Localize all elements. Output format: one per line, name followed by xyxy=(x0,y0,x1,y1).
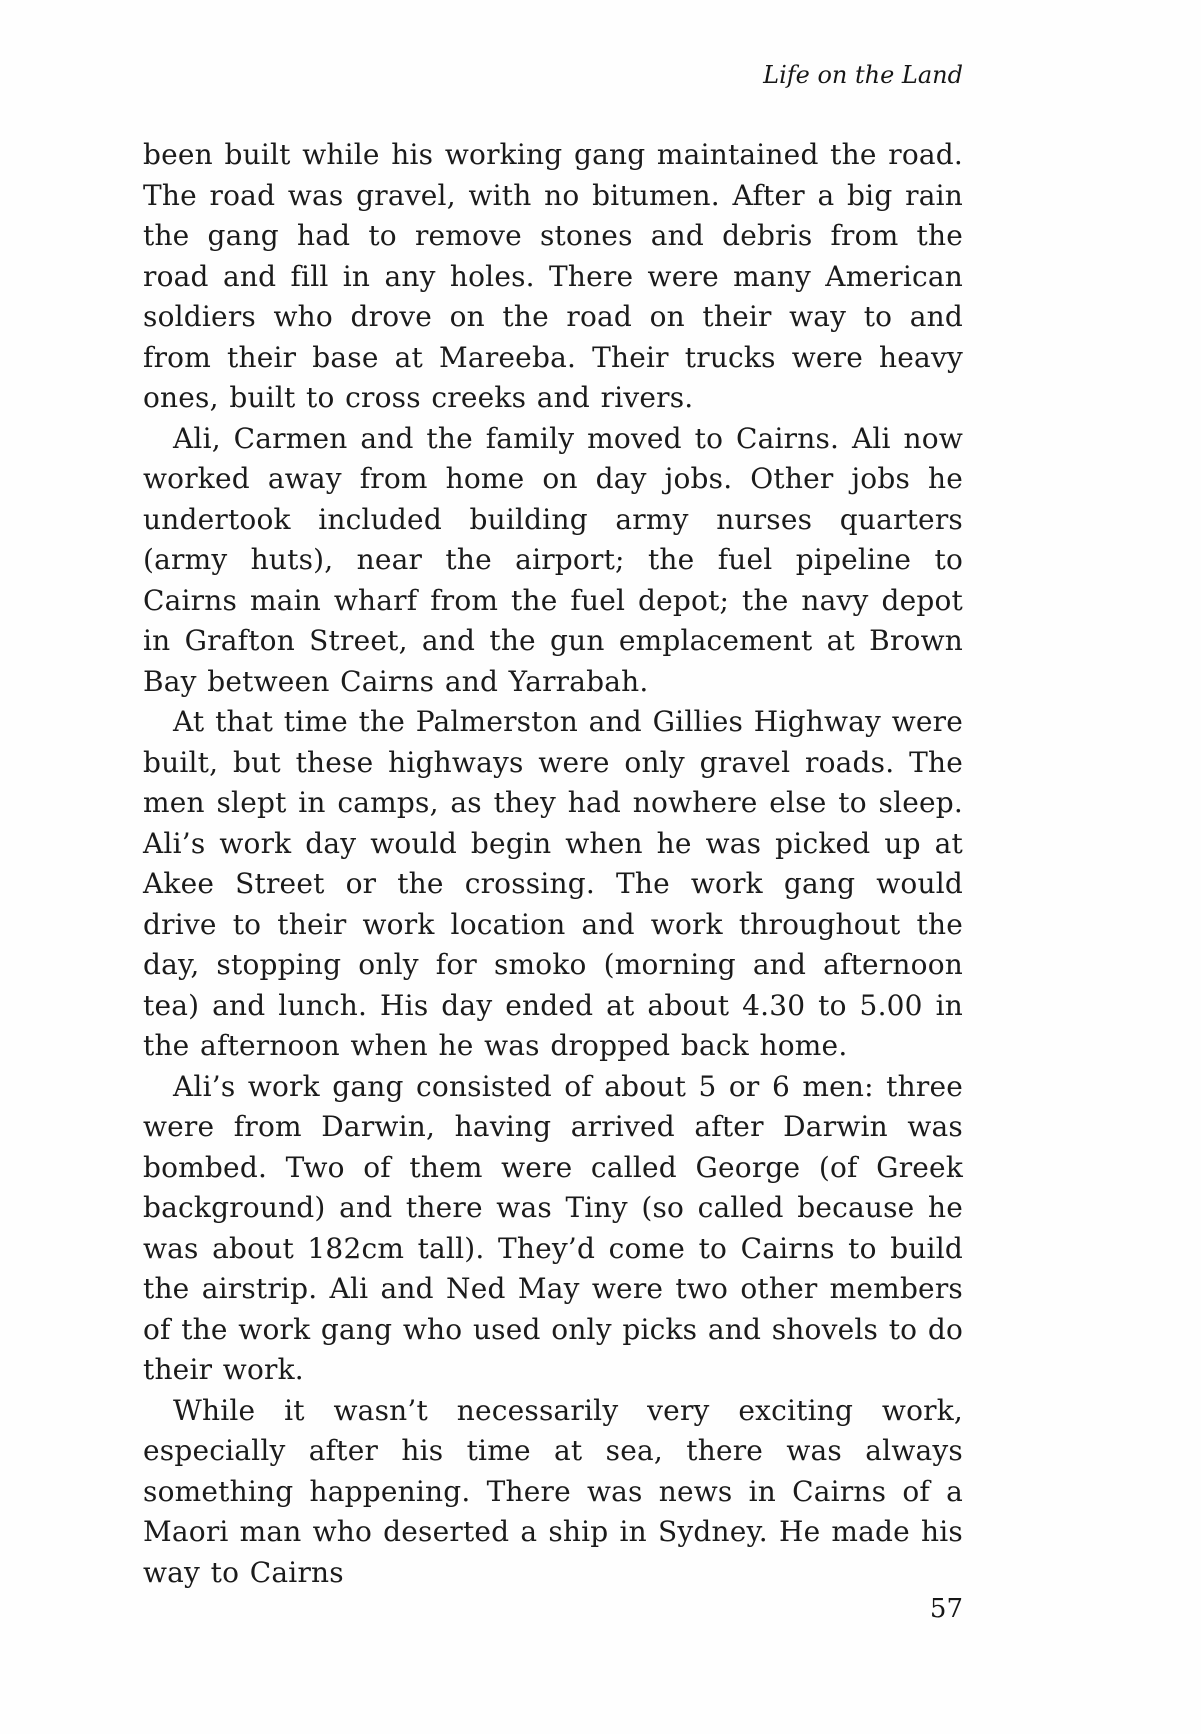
page-number: 57 xyxy=(929,1594,963,1624)
body-paragraph: Ali, Carmen and the family moved to Cairns. Ali now worked away from home on day jobs. Other jobs he undertook included building army nurses quarters (army huts), near the airport; the fuel pipeline to Cairns main wharf from the fuel depot; the navy depot in Grafton Street, and the gun emplacement at Brown Bay between Cairns and Yarrabah. xyxy=(143,421,963,698)
body-paragraph: While it wasn’t necessarily very exciting work, especially after his time at sea, there was always something happening. There was news in Cairns of a Maori man who deserted a ship in Sydney. He made his way to Cairns xyxy=(143,1393,963,1589)
body-text-block xyxy=(143,135,963,1593)
running-header: Life on the Land xyxy=(763,61,963,89)
body-paragraph: Ali’s work gang consisted of about 5 or 6 men: three were from Darwin, having arrived after Darwin was bombed. Two of them were called George (of Greek background) and there was Tiny (so called because he was about 182cm tall). They’d come to Cairns to build the airstrip. Ali and Ned May were two other members of the work gang who used only picks and shovels to do their work. xyxy=(143,1069,963,1386)
body-paragraph: been built while his working gang maintained the road. The road was gravel, with no bitumen. After a big rain the gang had to remove stones and debris from the road and fill in any holes. There were many American soldiers who drove on the road on their way to and from their base at Mareeba. Their trucks were heavy ones, built to cross creeks and rivers. xyxy=(143,138,963,414)
body-paragraph: At that time the Palmerston and Gillies Highway were built, but these highways were only gravel roads. The men slept in camps, as they had nowhere else to sleep. Ali’s work day would begin when he was picked up at Akee Street or the crossing. The work gang would drive to their work location and work throughout the day, stopping only for smoko (morning and afternoon tea) and lunch. His day ended at about 4.30 to 5.00 in the afternoon when he was dropped back home. xyxy=(143,705,963,1062)
